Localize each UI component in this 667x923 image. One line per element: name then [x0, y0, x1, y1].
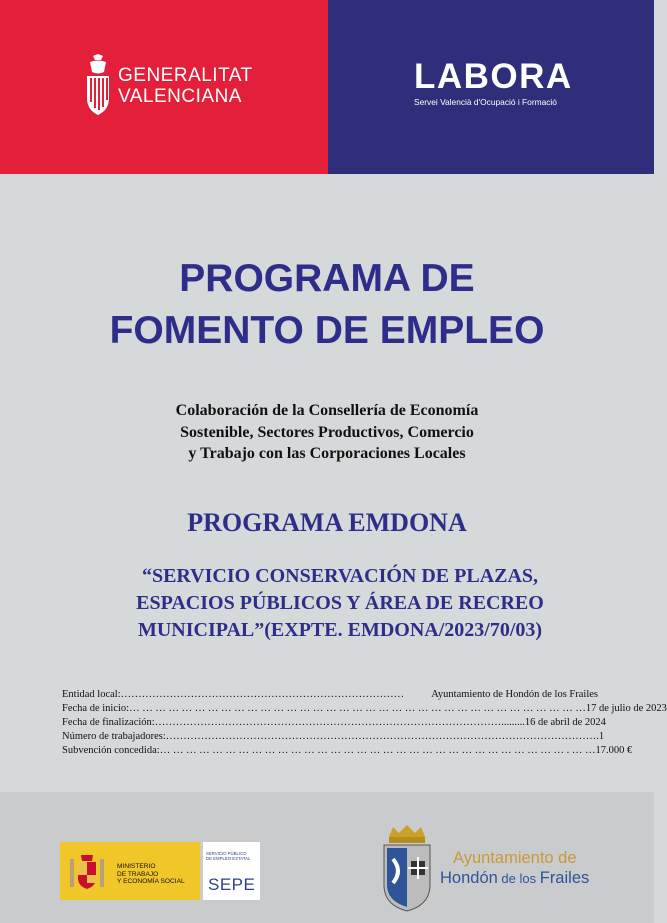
detail-leader: … … … … … … … … … … … … … … … … … … … … … … … … … … … … … … … . … …	[159, 745, 596, 756]
details-list	[62, 688, 667, 758]
service-line2: ESPACIOS PÚBLICOS Y ÁREA DE RECREO	[136, 592, 544, 614]
ayuntamiento-name-part2: de los	[497, 871, 540, 886]
detail-row-fecha-finalizacion	[62, 716, 606, 730]
detail-value: 17.000 €	[595, 745, 633, 756]
program-name: PROGRAMA EMDONA	[187, 508, 467, 537]
detail-value: 16 de abril de 2024	[524, 717, 606, 728]
spain-coat-of-arms-icon	[68, 851, 106, 891]
detail-row-fecha-inicio	[62, 702, 667, 716]
detail-label: Número de trabajadores:	[62, 731, 166, 742]
detail-label: Fecha de finalización:	[62, 717, 155, 728]
service-line3: MUNICIPAL”(EXPTE. EMDONA/2023/70/03)	[137, 619, 543, 641]
detail-row-trabajadores	[62, 730, 605, 744]
collaboration-line3: y Trabajo con las Corporaciones Locales	[188, 445, 466, 462]
generalitat-line2: VALENCIANA	[118, 86, 242, 107]
ministerio-line1: MINISTERIO	[117, 863, 156, 870]
ministerio-line3: Y ECONOMÍA SOCIAL	[117, 878, 185, 885]
detail-label: Subvención concedida:	[62, 745, 160, 756]
detail-value: 1	[598, 731, 605, 742]
labora-wordmark: LABORA	[414, 57, 573, 96]
detail-leader: ………………………………………………………………………	[120, 689, 405, 700]
generalitat-line1: GENERALITAT	[118, 65, 253, 86]
ayuntamiento-name-part3: Frailes	[539, 869, 590, 887]
collaboration-line2: Sostenible, Sectores Productivos, Comercio	[180, 423, 474, 441]
detail-value: 17 de julio de 2023	[585, 703, 667, 714]
service-title	[90, 563, 590, 644]
detail-row-subvencion	[62, 744, 633, 758]
ayuntamiento-name-part1: Hondón	[440, 869, 498, 887]
generalitat-shield-icon	[84, 54, 112, 116]
sepe-line1: SERVICIO PÚBLICO	[206, 851, 247, 856]
generalitat-wordmark	[118, 65, 253, 107]
collaboration-line1: Colaboración de la Consellería de Economía	[175, 402, 479, 419]
ayuntamiento-line1: Ayuntamiento de	[453, 849, 577, 867]
page-title	[0, 253, 654, 357]
detail-row-entidad	[62, 688, 598, 702]
service-line1: “SERVICIO CONSERVACIÓN DE PLAZAS,	[141, 565, 539, 587]
title-line2: FOMENTO DE EMPLEO	[109, 309, 545, 352]
ministerio-line2: DE TRABAJO	[117, 870, 159, 878]
sepe-caption	[206, 851, 258, 861]
ministerio-text	[117, 863, 185, 886]
detail-leader: … … … … … … … … … … … … … … … … … … … … … … … … … … … … … … … … … … …	[129, 703, 586, 714]
labora-subtitle: Servei Valencià d'Ocupació i Formació	[414, 97, 557, 107]
sepe-line2: DE EMPLEO ESTATAL	[206, 856, 251, 861]
detail-value: Ayuntamiento de Hondón de los Frailes	[431, 689, 598, 700]
detail-label: Fecha de inicio:	[62, 703, 130, 714]
sepe-wordmark: SEPE	[208, 875, 256, 894]
title-line1: PROGRAMA DE	[179, 257, 475, 300]
detail-label: Entidad local:	[62, 689, 121, 700]
hondon-coat-of-arms-icon	[381, 823, 433, 913]
detail-leader: ……………………………………………………………………………………….........	[154, 717, 525, 728]
collaboration-text	[0, 400, 654, 465]
ayuntamiento-line2	[440, 869, 589, 888]
detail-leader: …………………………………………………………………………………………………………….	[165, 731, 599, 742]
